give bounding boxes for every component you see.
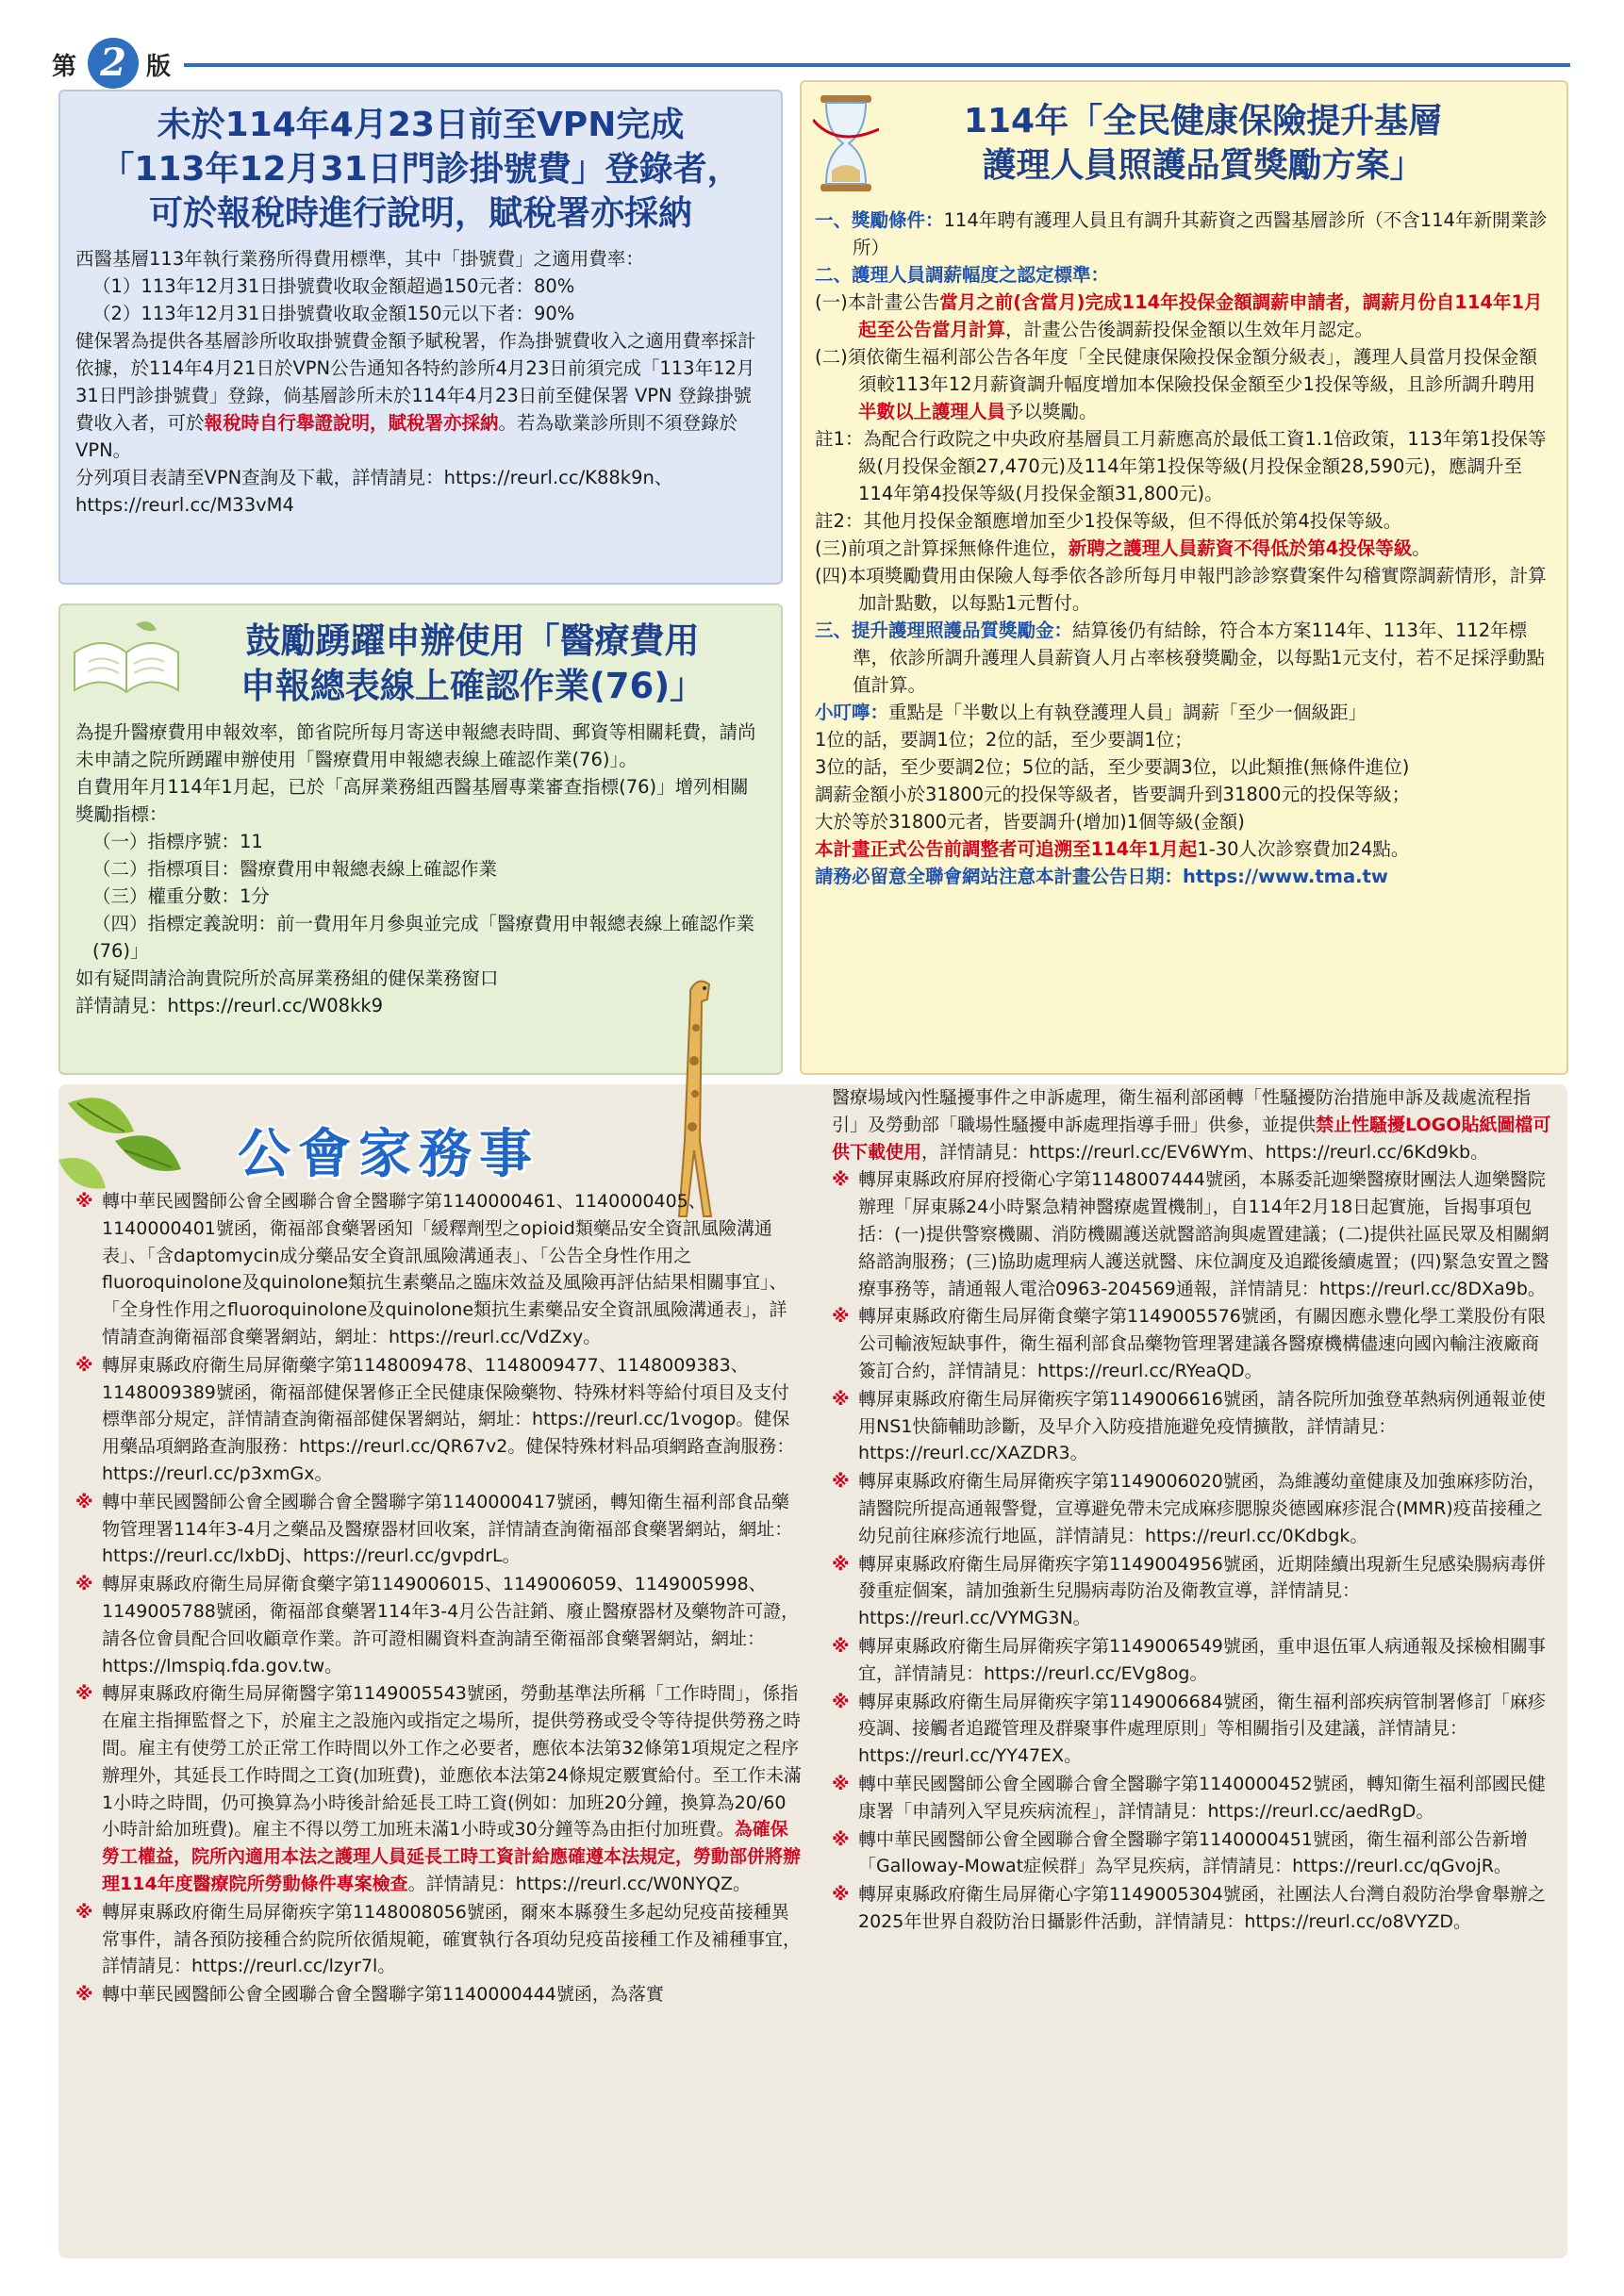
vpn-notice-box <box>58 90 783 585</box>
news-item <box>832 1303 1553 1384</box>
vpn-title <box>60 103 781 236</box>
nurse-text: 114年聘有護理人員且有調升其薪資之西醫基層診所（不含114年新開業診所） <box>853 209 1548 258</box>
news-highlight: 禁止性騷擾LOGO貼紙圖檔可供下載使用 <box>832 1114 1551 1163</box>
vpn-paragraph: 西醫基層113年執行業務所得費用標準，其中「掛號費」之適用費率： <box>75 248 644 270</box>
association-news-section <box>58 1084 1567 2258</box>
news-item <box>832 1881 1553 1936</box>
news-title: 公會家務事 <box>238 1124 539 1185</box>
news-bullet-mark: ※ <box>832 1169 850 1191</box>
news-bullet-mark: ※ <box>832 1553 850 1575</box>
nurse-highlight: 新聘之護理人員薪資不得低於第4投保等級 <box>1068 537 1413 559</box>
vpn-links[interactable]: 分列項目表請至VPN查詢及下載，詳情請見：https://reurl.cc/K88k9n、https://reurl.cc/M33vM4 <box>75 467 673 516</box>
nurse-title-line: 護理人員照護品質獎勵方案」 <box>982 146 1424 185</box>
news-item-text: 轉中華民國醫師公會全國聯合會全醫聯字第1140000452號函，轉知衛生福利部國民健康署「申請列入罕見疾病流程」，詳情請見：https://reurl.cc/aedRgD。 <box>858 1773 1546 1822</box>
nurse-text: 1-30人次診察費加24點。 <box>1197 838 1410 860</box>
news-item-continued <box>832 1084 1553 1165</box>
open-book-icon <box>70 615 183 700</box>
claim76-list-item: （四）指標定義說明：前一費用年月參與並完成「醫療費用申報總表線上確認作業(76)」 <box>92 913 755 962</box>
news-bullet-mark: ※ <box>832 1691 850 1712</box>
news-item-text: 轉屏東縣政府衛生局屏衛藥字第1148009478、1148009477、1148009383、1148009389號函，衛福部健保署修正全民健康保險藥物、特殊材料等給付項目及支付標準部分規定，詳情請查詢衛福部健保署網站，網址：https://reurl.cc/1vogop。健保用藥品項網路查詢服務：https://reurl.cc/QR67v2。健保特殊材料品項網路查詢服務：https://reurl.cc/p3xmGx。 <box>102 1354 795 1484</box>
claim76-paragraph: 如有疑問請洽詢貴院所於高屏業務組的健保業務窗口 <box>75 967 499 989</box>
news-item-text: 轉屏東縣政府衛生局屏衛疾字第1148008056號函，爾來本縣發生多起幼兒疫苗接種異常事件，請各預防接種合約院所依循規範，確實執行各項幼兒疫苗接種工作及補種事宜，詳情請見：https://reurl.cc/lzyr7l。 <box>102 1901 802 1977</box>
nurse-section-heading: 三、提升護理照護品質獎勵金： <box>815 619 1073 641</box>
news-bullet-mark: ※ <box>75 1491 93 1512</box>
nurse-text: (二)須依衛生福利部公告各年度「全民健康保險投保金額分級表」，護理人員當月投保金額須較113年12月薪資調升幅度增加本保險投保金額至少1投保等級，且診所調升聘用 <box>815 346 1537 395</box>
news-item-text: 轉中華民國醫師公會全國聯合會全醫聯字第1140000461、1140000405、1140000401號函，衛福部食藥署函知「緩釋劑型之opioid類藥品安全資訊風險溝通表」、「含daptomycin成分藥品安全資訊風險溝通表」、「公告全身性作用之fluoroquinolone及quinolone類抗生素藥品之臨床效益及風險再評估結果相關事宜」、「全身性作用之fluoroquinolone及quinolone類抗生素藥品安全資訊風險溝通表」，詳情請查詢衛福部食藥署網站，網址：https://reurl.cc/VdZxy。 <box>102 1191 787 1347</box>
claim76-list-item: （二）指標項目：醫療費用申報總表線上確認作業 <box>92 858 498 880</box>
vpn-title-line: 可於報稅時進行說明，賦稅署亦採納 <box>148 194 692 233</box>
nurse-text: 結算後仍有結餘，符合本方案114年、113年、112年標準，依診所調升護理人員薪資人月占率核發獎勵金，以每點1元支付，若不足採浮動點值計算。 <box>853 619 1545 696</box>
news-item <box>75 1899 802 1980</box>
news-highlight: 為確保勞工權益，院所內適用本法之護理人員延長工時工資計給應確遵本法規定，勞動部併將辦理114年度醫療院所勞動條件專案檢查 <box>102 1819 802 1894</box>
nurse-text: 予以獎勵。 <box>1005 401 1098 422</box>
news-bullet-mark: ※ <box>75 1984 93 2006</box>
vpn-title-line: 未於114年4月23日前至VPN完成 <box>157 106 685 144</box>
news-item-text: 轉屏東縣政府衛生局屏衛疾字第1149006616號函，請各院所加強登革熱病例通報並使用NS1快篩輔助診斷，及早介入防疫措施避免疫情擴散，詳情請見：https://reurl.cc/XAZDR3。 <box>858 1388 1546 1464</box>
claim76-link[interactable]: 詳情請見：https://reurl.cc/W08kk9 <box>75 995 384 1016</box>
news-item-text: 。詳情請見：https://reurl.cc/W0NYQZ。 <box>407 1873 751 1894</box>
news-bullet-mark: ※ <box>832 1635 850 1657</box>
page-number: 2 <box>88 38 139 89</box>
news-item-text: 醫療場域內性騷擾事件之申訴處理，衛生福利部函轉「性騷擾防治措施申訴及裁處流程指引」及勞動部「職場性騷擾申訴處理指導手冊」供參，並提供 <box>832 1087 1532 1135</box>
news-item-text: 轉屏東縣政府衛生局屏衛疾字第1149006684號函，衛生福利部疾病管制署修訂「麻疹疫調、接觸者追蹤管理及群聚事件處理原則」等相關指引及建議，詳情請見：https://reurl.cc/YY47EX。 <box>858 1691 1546 1767</box>
news-item-text: 轉屏東縣政府衛生局屏衛食藥字第1149006015、1149006059、1149005998、1149005788號函，衛福部食藥署114年3-4月公告註銷、廢止醫療器材及藥物許可證，請各位會員配合回收顧章作業。許可證相關資料查詢請至衛福部食藥署網站，網址：https://lmspiq.fda.gov.tw。 <box>102 1574 800 1677</box>
nurse-text: (一)本計畫公告 <box>815 291 940 313</box>
news-item-text: 轉屏東縣政府衛生局屏衛疾字第1149006549號函，重申退伍軍人病通報及採檢相關事宜，詳情請見：https://reurl.cc/EVg8og。 <box>858 1635 1546 1684</box>
page-label-prefix: 第 <box>52 53 77 81</box>
vpn-title-line: 「113年12月31日門診掛號費」登錄者， <box>100 150 741 189</box>
news-bullet-mark: ※ <box>75 1683 93 1705</box>
news-bullet-mark: ※ <box>75 1354 93 1376</box>
nurse-tip-line: 調薪金額小於31800元的投保等級者，皆要調升到31800元的投保等級； <box>815 784 1411 805</box>
nurse-tip <box>815 699 1553 726</box>
claim76-paragraph: 自費用年月114年1月起，已於「高屏業務組西醫基層專業審查指標(76)」增列相關獎勵指標： <box>75 776 749 825</box>
news-item <box>75 1680 802 1897</box>
news-item <box>832 1689 1553 1770</box>
news-bullet-mark: ※ <box>75 1574 93 1595</box>
news-item <box>75 1489 802 1570</box>
claim76-list-item: （一）指標序號：11 <box>92 831 263 852</box>
nurse-item: (四)本項獎勵費用由保險人每季依各診所每月申報門診診察費案件勾稽實際調薪情形，計算加計點數，以每點1元暫付。 <box>815 565 1547 614</box>
news-bullet-mark: ※ <box>832 1884 850 1906</box>
news-bullet-mark: ※ <box>832 1471 850 1493</box>
news-bullet-mark: ※ <box>75 1901 93 1923</box>
vpn-list-item: （1）113年12月31日掛號費收取金額超過150元者：80% <box>92 275 575 297</box>
vpn-paragraph <box>75 327 766 464</box>
news-item-text: 轉屏東縣政府衛生局屏衛心字第1149005304號函，社團法人台灣自殺防治學會舉辦之2025年世界自殺防治日攝影件活動，詳情請見：https://reurl.cc/o8VYZD。 <box>858 1884 1546 1932</box>
nurse-note: 註2：其他月投保金額應增加至少1投保等級，但不得低於第4投保等級。 <box>815 510 1402 532</box>
news-item <box>832 1551 1553 1632</box>
news-item-text: 轉屏東縣政府衛生局屏衛疾字第1149006020號函，為維護幼童健康及加強麻疹防治，請醫院所提高通報警覺，宣導避免帶未完成麻疹腮腺炎德國麻疹混合(MMR)疫苗接種之幼兒前往麻疹流行地區，詳情請見：https://reurl.cc/0Kdbgk。 <box>858 1471 1546 1546</box>
nurse-tip-heading: 小叮嚀： <box>815 702 889 723</box>
news-left-column <box>75 1188 802 2009</box>
nurse-title-line: 114年「全民健康保險提升基層 <box>963 102 1443 140</box>
nurse-highlight: 半數以上護理人員 <box>858 401 1006 422</box>
nurse-section-heading: 二、護理人員調薪幅度之認定標準： <box>815 264 1110 286</box>
nurse-website-link[interactable]: 請務必留意全聯會網站注意本計畫公告日期：https://www.tma.tw <box>815 866 1388 887</box>
news-item-text: 轉中華民國醫師公會全國聯合會全醫聯字第1140000444號函，為落實 <box>102 1984 664 2006</box>
nurse-final <box>815 835 1553 863</box>
header-rule <box>184 63 1570 67</box>
news-bullet-mark: ※ <box>75 1191 93 1212</box>
news-item <box>832 1468 1553 1549</box>
nurse-text: (三)前項之計算採無條件進位， <box>815 537 1069 559</box>
nurse-section-1 <box>815 206 1553 261</box>
news-item <box>832 1771 1553 1825</box>
vpn-highlight: 報稅時自行舉證說明，賦稅署亦採納 <box>204 412 499 434</box>
vpn-text: 健保署為提供各基層診所收取掛號費金額予賦稅署，作為掛號費收入之適用費率採計依據，於114年4月21日於VPN公告通知各特約診所4月23日前須完成「113年12月31日門診掛號費」登錄，倘基層診所未於114年4月23日前至健保署 VPN 登錄掛號費收入者，可於 <box>75 330 756 434</box>
nurse-title <box>802 99 1566 188</box>
nurse-tip-line: 大於等於31800元者，皆要調升(增加)1個等級(金額) <box>815 811 1245 833</box>
news-item <box>75 1188 802 1351</box>
news-item-text: 轉屏東縣政府衛生局屏衛疾字第1149004956號函，近期陸續出現新生兒感染腸病毒併發重症個案，請加強新生兒腸病毒防治及衛教宣導，詳情請見：https://reurl.cc/VYMG3N。 <box>858 1553 1546 1629</box>
nurse-item <box>815 343 1553 425</box>
news-item <box>832 1166 1553 1302</box>
nurse-tip-line: 1位的話，要調1位；2位的話，至少要調1位； <box>815 729 1193 751</box>
nurse-program-box <box>800 80 1568 1075</box>
news-item-text: 轉中華民國醫師公會全國聯合會全醫聯字第1140000417號函，轉知衛生福利部食品藥物管理署114年3-4月之藥品及醫療器材回收案，詳情請查詢衛福部食藥署網站，網址：https://reurl.cc/lxbDj、https://reurl.cc/gvpdrL。 <box>102 1491 793 1567</box>
vpn-body <box>60 236 781 519</box>
nurse-text: ，計畫公告後調薪投保金額以生效年月認定。 <box>1005 319 1374 340</box>
news-item <box>832 1386 1553 1467</box>
vpn-list-item: （2）113年12月31日掛號費收取金額150元以下者：90% <box>92 303 575 324</box>
claim76-title-line: 申報總表線上確認作業(76)」 <box>240 666 705 706</box>
nurse-text: 。 <box>1412 537 1431 559</box>
news-item-text: ，詳情請見：https://reurl.cc/EV6WYm、https://reurl.cc/6Kd9kb。 <box>921 1141 1489 1163</box>
nurse-text: 重點是「半數以上有執登護理人員」調薪「至少一個級距」 <box>888 702 1367 723</box>
news-item-text: 轉屏東縣政府衛生局屏衛食藥字第1149005576號函，有關因應永豐化學工業股份有限公司輸液短缺事件，衛生福利部食品藥物管理署建議各醫療機構儘速向國內輸注液廠商簽訂合約，詳情請見：https://reurl.cc/RYeaQD。 <box>858 1306 1546 1381</box>
news-item-text: 轉屏東縣政府衛生局屏衛醫字第1149005543號函，勞動基準法所稱「工作時間」，係指在雇主指揮監督之下，於雇主之設施內或指定之場所，提供勞務或受令等待提供勞務之時間。雇主有使勞工於正常工作時間以外工作之必要者，應依本法第32條第1項規定之程序辦理外，其延長工作時間之工資(加班費)，並應依本法第24條規定覈實給付。至工作未滿1小時之時間，仍可換算為小時後計給延長工時工資(例如：加班20分鐘，換算為20/60小時計給加班費)。雇主不得以勞工加班未滿1小時或30分鐘等為由拒付加班費。 <box>102 1683 803 1841</box>
news-item <box>75 1352 802 1488</box>
news-right-column <box>832 1084 1553 1937</box>
page-label-suffix: 版 <box>146 53 172 81</box>
nurse-highlight: 本計畫正式公告前調整者可追溯至114年1月起 <box>815 838 1198 860</box>
news-item <box>832 1826 1553 1881</box>
nurse-body <box>802 188 1566 890</box>
nurse-item <box>815 535 1553 562</box>
claim76-title-line: 鼓勵踴躍申辦使用「醫療費用 <box>245 620 700 661</box>
vpn-text: 。若為歇業診所則不須登錄於VPN。 <box>75 412 738 461</box>
news-bullet-mark: ※ <box>832 1828 850 1850</box>
news-item <box>832 1633 1553 1688</box>
news-item <box>75 1571 802 1679</box>
nurse-tip-line: 3位的話，至少要調2位；5位的話，至少要調3位，以此類推(無條件進位) <box>815 756 1410 778</box>
nurse-item <box>815 289 1553 343</box>
news-bullet-mark: ※ <box>832 1388 850 1410</box>
news-item-text: 轉中華民國醫師公會全國聯合會全醫聯字第1140000451號函，衛生福利部公告新增「Galloway-Mowat症候群」為罕見疾病，詳情請見：https://reurl.cc/qGvojR。 <box>858 1828 1528 1877</box>
nurse-section-heading: 一、獎勵條件： <box>815 209 944 231</box>
news-bullet-mark: ※ <box>832 1306 850 1328</box>
news-item-text: 轉屏東縣政府屏府授衛心字第1148007444號函，本縣委託迦樂醫療財團法人迦樂醫院辦理「屏東縣24小時緊急精神醫療處置機制」，自114年2月18日起實施，旨揭事項包括：(一)提供警察機關、消防機關護送就醫諮詢與處置建議；(二)提供社區民眾及相關網絡諮詢服務；(三)協助處理病人護送就醫、床位調度及追蹤後續處置；(四)緊急安置之醫療事務等，請通報人電洽0963-204569通報，詳情請見：https://reurl.cc/8DXa9b。 <box>858 1169 1549 1299</box>
news-item <box>75 1981 802 2008</box>
hourglass-icon <box>813 91 879 195</box>
nurse-section-3 <box>815 617 1553 699</box>
nurse-highlight: 當月之前(含當月)完成114年投保金額調薪申請者，調薪月份自114年1月起至公告當月計算 <box>858 291 1543 340</box>
claim76-list-item: （三）權重分數：1分 <box>92 885 270 907</box>
claim76-paragraph: 為提升醫療費用申報效率，節省院所每月寄送申報總表時間、郵資等相關耗費，請尚未申請之院所踴躍申辦使用「醫療費用申報總表線上確認作業(76)」。 <box>75 721 756 770</box>
nurse-note: 註1：為配合行政院之中央政府基層員工月薪應高於最低工資1.1倍政策，113年第1投保等級(月投保金額27,470元)及114年第1投保等級(月投保金額28,590元)，應調升至114年第4投保等級(月投保金額31,800元)。 <box>815 428 1547 504</box>
news-bullet-mark: ※ <box>832 1773 850 1794</box>
